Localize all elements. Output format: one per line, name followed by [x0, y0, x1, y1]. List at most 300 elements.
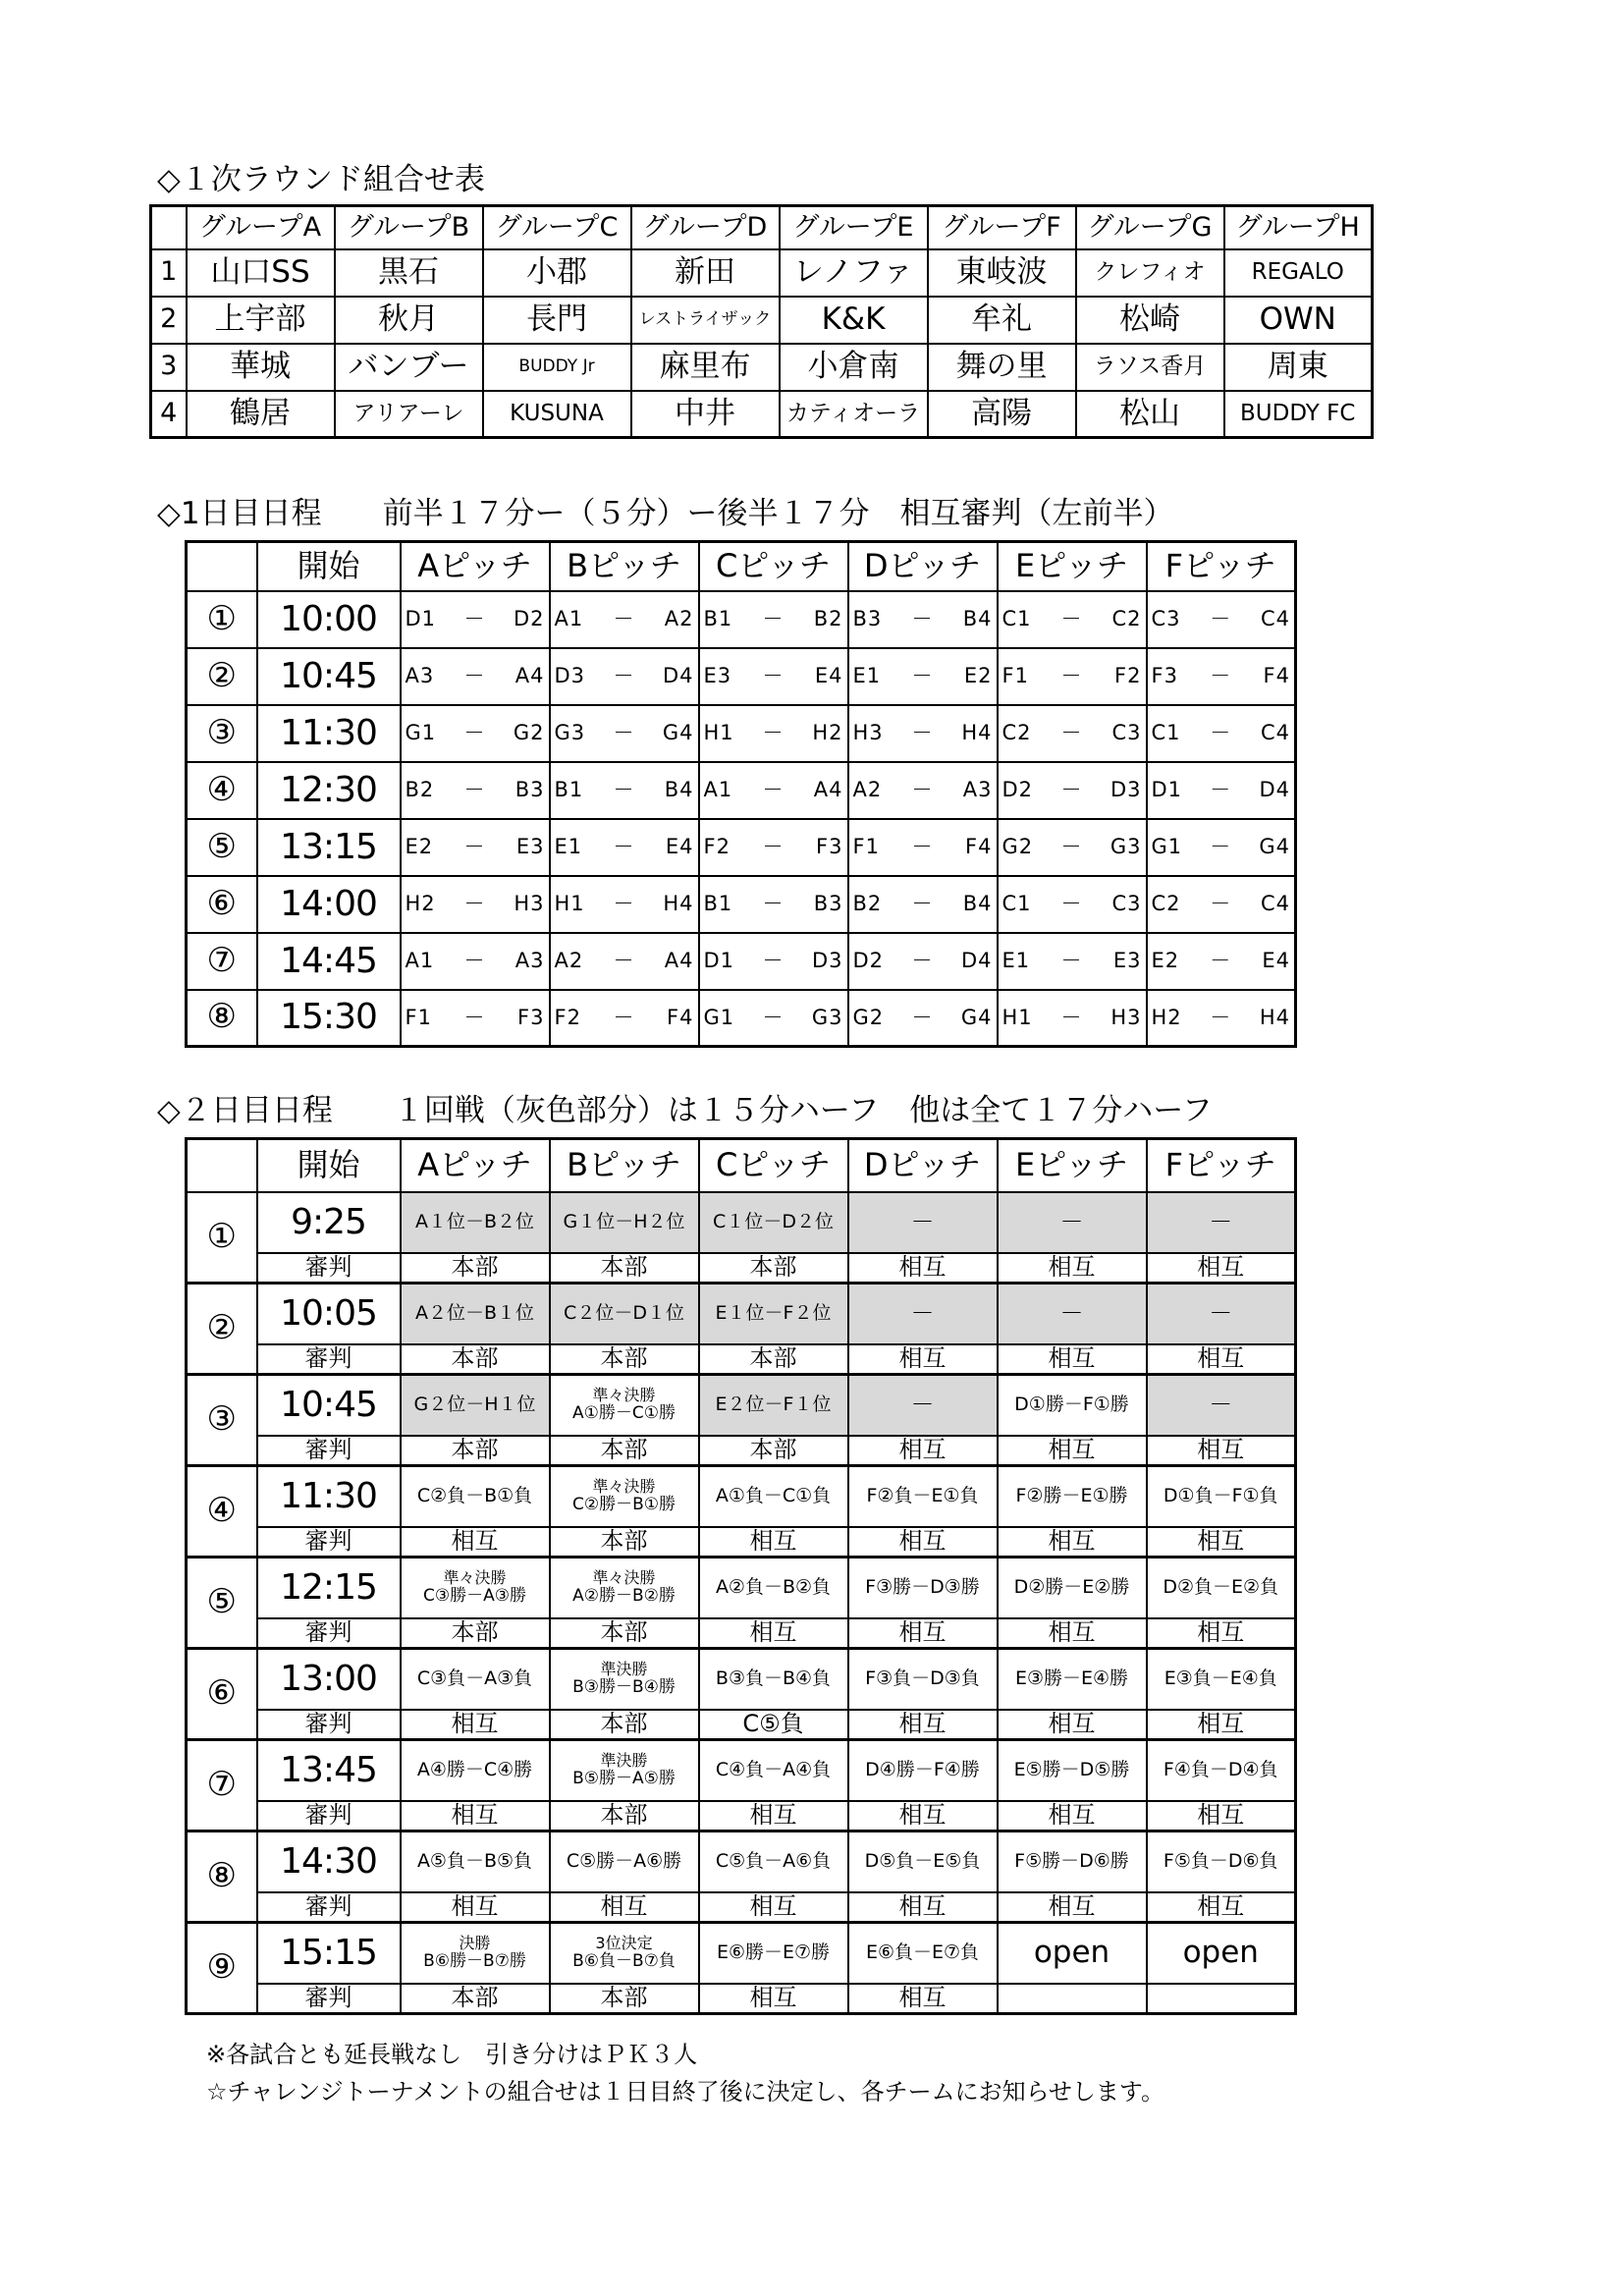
match-cell — [550, 1374, 699, 1436]
group-header: グループC — [483, 206, 631, 249]
match-text: A④勝－C④勝 — [416, 1758, 533, 1780]
start-header: 開始 — [257, 542, 401, 591]
match-cell — [401, 1831, 550, 1892]
vs-dash: － — [613, 892, 635, 916]
match-cell — [401, 762, 550, 819]
vs-dash: － — [911, 607, 934, 631]
group-header: グループE — [780, 206, 928, 249]
match-cell — [1147, 819, 1296, 876]
team-name: 舞の里 — [928, 344, 1076, 391]
home-slot: F2 — [554, 1006, 581, 1030]
away-slot: D4 — [1259, 778, 1290, 802]
referee-cell: 相互 — [699, 1527, 848, 1558]
match-text: E⑥勝－E⑦勝 — [716, 1941, 831, 1963]
match-cell — [848, 762, 998, 819]
team-name: 松山 — [1076, 391, 1224, 438]
match-cell — [848, 648, 998, 705]
referee-cell: 相互 — [1147, 1436, 1296, 1466]
vs-dash: － — [463, 664, 486, 688]
match-cell — [699, 591, 848, 648]
match-cell — [401, 990, 550, 1047]
home-slot: D3 — [554, 664, 586, 688]
referee-cell: 相互 — [401, 1801, 550, 1831]
match-cell — [699, 819, 848, 876]
home-slot: E3 — [703, 664, 732, 688]
home-slot: F1 — [852, 835, 880, 859]
referee-cell: 本部 — [401, 1436, 550, 1466]
referee-cell: 相互 — [699, 1984, 848, 2014]
referee-cell: 相互 — [1147, 1527, 1296, 1558]
match-text: open — [1182, 1935, 1259, 1971]
referee-cell: 相互 — [848, 1344, 998, 1375]
referee-cell: 本部 — [550, 1984, 699, 2014]
match-cell — [1147, 705, 1296, 762]
home-slot: E1 — [852, 664, 882, 688]
vs-dash: － — [613, 1006, 635, 1030]
home-slot: H1 — [1001, 1006, 1033, 1030]
referee-cell: 本部 — [699, 1436, 848, 1466]
referee-cell: C⑤負 — [699, 1710, 848, 1740]
away-slot: E3 — [1112, 949, 1142, 973]
match-cell — [699, 762, 848, 819]
match-cell — [998, 819, 1147, 876]
home-slot: B1 — [703, 607, 733, 631]
match-cell — [550, 933, 699, 990]
match-cell — [550, 648, 699, 705]
away-slot: F4 — [965, 835, 993, 859]
away-slot: C4 — [1260, 892, 1290, 916]
referee-cell: 本部 — [550, 1436, 699, 1466]
vs-dash: － — [762, 664, 785, 688]
referee-cell: 本部 — [550, 1710, 699, 1740]
vs-dash: － — [1210, 721, 1232, 745]
start-time: 14:45 — [257, 933, 401, 990]
match-cell — [1147, 1739, 1296, 1801]
start-time: 13:00 — [257, 1648, 401, 1710]
match-round-number: ④ — [187, 1465, 257, 1557]
match-text: D②負－E②負 — [1163, 1575, 1279, 1598]
away-slot: A3 — [962, 778, 993, 802]
referee-cell: 相互 — [401, 1892, 550, 1923]
match-cell — [1147, 591, 1296, 648]
vs-dash: － — [613, 778, 635, 802]
away-slot: A3 — [514, 949, 545, 973]
referee-cell: 相互 — [699, 1892, 848, 1923]
start-time: 10:45 — [257, 1374, 401, 1436]
away-slot: A4 — [664, 949, 694, 973]
away-slot: A2 — [664, 607, 694, 631]
referee-cell: 相互 — [1147, 1253, 1296, 1284]
match-cell — [401, 1192, 550, 1253]
match-cell — [699, 1283, 848, 1344]
corner-cell — [151, 206, 187, 249]
match-text: A①勝－C①勝 — [572, 1402, 676, 1423]
team-name: レノファ — [780, 249, 928, 297]
vs-dash: － — [762, 778, 785, 802]
match-round-number: ④ — [187, 762, 257, 819]
away-slot: B4 — [664, 778, 694, 802]
vs-dash: － — [1210, 892, 1232, 916]
away-slot: G4 — [960, 1006, 993, 1030]
referee-label: 審判 — [257, 1892, 401, 1923]
home-slot: C1 — [1001, 607, 1032, 631]
home-slot: G1 — [1151, 835, 1183, 859]
match-text: C②負－B①負 — [416, 1484, 533, 1506]
vs-dash: － — [613, 607, 635, 631]
start-time: 13:45 — [257, 1739, 401, 1801]
match-text: A①負－C①負 — [715, 1484, 832, 1506]
match-cell — [1147, 933, 1296, 990]
vs-dash: － — [911, 1006, 934, 1030]
match-round-number: ⑧ — [187, 1831, 257, 1922]
referee-cell: 相互 — [998, 1618, 1147, 1649]
match-text: C２位－D１位 — [564, 1301, 684, 1324]
match-cell — [998, 591, 1147, 648]
match-cell — [998, 1648, 1147, 1710]
pitch-header: Bピッチ — [550, 542, 699, 591]
vs-dash: － — [762, 949, 785, 973]
home-slot: H2 — [405, 892, 436, 916]
team-name: 麻里布 — [631, 344, 780, 391]
team-name: 黒石 — [335, 249, 483, 297]
vs-dash: － — [762, 1006, 785, 1030]
note-no-extra-time: ※各試合とも延長戦なし 引き分けはＰＫ３人 — [206, 2041, 698, 2068]
start-time: 11:30 — [257, 1465, 401, 1527]
team-name: バンブー — [335, 344, 483, 391]
match-cell — [401, 819, 550, 876]
match-text: － — [1059, 1207, 1084, 1235]
group-slot-number: 1 — [151, 249, 187, 297]
match-cell — [848, 1374, 998, 1436]
vs-dash: － — [1210, 778, 1232, 802]
away-slot: E3 — [515, 835, 545, 859]
home-slot: H3 — [852, 721, 884, 745]
match-cell — [848, 1739, 998, 1801]
match-cell — [1147, 648, 1296, 705]
team-name: 上宇部 — [187, 297, 335, 344]
pitch-header: Fピッチ — [1147, 1139, 1296, 1192]
referee-cell: 本部 — [550, 1253, 699, 1284]
vs-dash: － — [463, 778, 486, 802]
match-cell — [699, 1831, 848, 1892]
home-slot: E2 — [405, 835, 434, 859]
vs-dash: － — [1210, 607, 1232, 631]
start-time: 11:30 — [257, 705, 401, 762]
match-round-number: ⑥ — [187, 876, 257, 933]
match-cell — [699, 1739, 848, 1801]
pitch-header: Aピッチ — [401, 542, 550, 591]
away-slot: D4 — [960, 949, 993, 973]
away-slot: A4 — [813, 778, 843, 802]
match-cell — [550, 1465, 699, 1527]
match-text: F④負－D④負 — [1163, 1758, 1278, 1780]
match-cell — [848, 1922, 998, 1984]
match-cell — [848, 1557, 998, 1618]
group-header: グループF — [928, 206, 1076, 249]
home-slot: F1 — [1001, 664, 1029, 688]
home-slot: A3 — [405, 664, 435, 688]
away-slot: D3 — [811, 949, 843, 973]
match-text: － — [1059, 1298, 1084, 1327]
match-cell — [550, 1557, 699, 1618]
match-round-number: ⑥ — [187, 1648, 257, 1739]
away-slot: H2 — [812, 721, 843, 745]
match-cell — [699, 990, 848, 1047]
vs-dash: － — [1210, 664, 1232, 688]
vs-dash: － — [911, 835, 934, 859]
match-text: E③負－E④負 — [1164, 1667, 1277, 1689]
match-cell — [401, 1922, 550, 1984]
away-slot: G3 — [1110, 835, 1142, 859]
start-time: 15:30 — [257, 990, 401, 1047]
match-text: B⑤勝－A⑤勝 — [572, 1768, 676, 1788]
vs-dash: － — [463, 949, 486, 973]
home-slot: F1 — [405, 1006, 432, 1030]
away-slot: F3 — [517, 1006, 545, 1030]
referee-label: 審判 — [257, 1801, 401, 1831]
home-slot: E1 — [554, 835, 583, 859]
home-slot: D1 — [405, 607, 437, 631]
away-slot: G2 — [513, 721, 545, 745]
day2-title: ◇２日目日程 １回戦（灰色部分）は１５分ハーフ 他は全て１７分ハーフ — [157, 1093, 1213, 1128]
day2-schedule-table — [185, 1137, 1297, 2015]
home-slot: D1 — [703, 949, 735, 973]
match-round-number: ⑧ — [187, 990, 257, 1047]
match-cell — [401, 1557, 550, 1618]
match-cell — [550, 762, 699, 819]
start-time: 13:15 — [257, 819, 401, 876]
referee-cell: 相互 — [848, 1527, 998, 1558]
referee-cell: 相互 — [848, 1801, 998, 1831]
group-header: グループB — [335, 206, 483, 249]
team-name: BUDDY Jr — [483, 344, 631, 391]
match-stage-label: 準決勝 — [600, 1659, 648, 1678]
start-time: 12:30 — [257, 762, 401, 819]
match-text: F②勝－E①勝 — [1015, 1484, 1128, 1506]
vs-dash: － — [911, 721, 934, 745]
vs-dash: － — [1210, 1006, 1232, 1030]
match-cell — [401, 1465, 550, 1527]
match-text: C１位－D２位 — [713, 1210, 834, 1232]
pitch-header: Dピッチ — [848, 542, 998, 591]
team-name: ラソス香月 — [1076, 344, 1224, 391]
away-slot: H4 — [961, 721, 993, 745]
pitch-header: Cピッチ — [699, 542, 848, 591]
vs-dash: － — [911, 949, 934, 973]
referee-cell: 相互 — [998, 1344, 1147, 1375]
referee-cell: 相互 — [1147, 1618, 1296, 1649]
pitch-header: Dピッチ — [848, 1139, 998, 1192]
match-text: － — [910, 1207, 935, 1235]
match-text: B③負－B④負 — [715, 1667, 832, 1689]
vs-dash: － — [463, 835, 486, 859]
referee-cell: 本部 — [550, 1344, 699, 1375]
home-slot: A2 — [852, 778, 883, 802]
away-slot: H4 — [1259, 1006, 1290, 1030]
away-slot: C3 — [1111, 892, 1142, 916]
team-name: 周東 — [1224, 344, 1373, 391]
match-cell — [848, 1465, 998, 1527]
away-slot: D2 — [513, 607, 545, 631]
match-cell — [1147, 1283, 1296, 1344]
referee-cell: 相互 — [848, 1710, 998, 1740]
away-slot: C3 — [1111, 721, 1142, 745]
home-slot: D2 — [852, 949, 885, 973]
match-text: E⑤勝－D⑤勝 — [1013, 1758, 1130, 1780]
match-cell — [848, 819, 998, 876]
match-stage-label: 準々決勝 — [443, 1567, 507, 1587]
start-time: 14:30 — [257, 1831, 401, 1892]
match-cell — [998, 1283, 1147, 1344]
home-slot: G1 — [405, 721, 437, 745]
match-text: C③勝－A③勝 — [423, 1585, 526, 1606]
match-stage-label: 準々決勝 — [592, 1385, 656, 1404]
match-cell — [998, 762, 1147, 819]
away-slot: C2 — [1111, 607, 1142, 631]
home-slot: C1 — [1151, 721, 1181, 745]
vs-dash: － — [1210, 949, 1232, 973]
round1-groups-table — [149, 204, 1374, 439]
referee-label: 審判 — [257, 1618, 401, 1649]
team-name: 東岐波 — [928, 249, 1076, 297]
match-text: － — [910, 1390, 935, 1418]
referee-cell: 相互 — [998, 1892, 1147, 1923]
away-slot: E4 — [1262, 949, 1290, 973]
match-cell — [1147, 1648, 1296, 1710]
match-cell — [1147, 1557, 1296, 1618]
home-slot: A2 — [554, 949, 584, 973]
away-slot: E4 — [665, 835, 694, 859]
referee-cell: 相互 — [998, 1801, 1147, 1831]
team-name: 小郡 — [483, 249, 631, 297]
away-slot: D4 — [662, 664, 694, 688]
home-slot: A1 — [703, 778, 733, 802]
referee-cell: 相互 — [998, 1436, 1147, 1466]
away-slot: C4 — [1260, 721, 1290, 745]
referee-cell: 相互 — [699, 1801, 848, 1831]
away-slot: B2 — [813, 607, 843, 631]
match-cell — [550, 705, 699, 762]
match-cell — [848, 933, 998, 990]
away-slot: F3 — [816, 835, 843, 859]
away-slot: B3 — [813, 892, 843, 916]
note-challenge-tournament: ☆チャレンジトーナメントの組合せは１日目終了後に決定し、各チームにお知らせします。 — [206, 2078, 1164, 2105]
home-slot: C3 — [1151, 607, 1181, 631]
referee-label: 審判 — [257, 1984, 401, 2014]
match-round-number: ② — [187, 648, 257, 705]
away-slot: G3 — [811, 1006, 843, 1030]
away-slot: G4 — [1259, 835, 1290, 859]
match-text: E③勝－E④勝 — [1014, 1667, 1129, 1689]
match-cell — [699, 1557, 848, 1618]
away-slot: D3 — [1110, 778, 1142, 802]
group-slot-number: 4 — [151, 391, 187, 438]
match-stage-label: 決勝 — [459, 1933, 491, 1952]
match-cell — [1147, 990, 1296, 1047]
match-cell — [699, 705, 848, 762]
match-cell — [699, 1922, 848, 1984]
match-text: － — [1209, 1390, 1233, 1418]
start-time: 14:00 — [257, 876, 401, 933]
match-round-number: ⑦ — [187, 1739, 257, 1831]
match-cell — [998, 990, 1147, 1047]
home-slot: C1 — [1001, 892, 1032, 916]
referee-cell: 本部 — [401, 1253, 550, 1284]
match-cell — [550, 819, 699, 876]
start-time: 10:05 — [257, 1283, 401, 1344]
match-round-number: ① — [187, 591, 257, 648]
home-slot: G3 — [554, 721, 586, 745]
vs-dash: － — [613, 664, 635, 688]
match-text: C⑤勝－A⑥勝 — [566, 1849, 682, 1872]
referee-cell: 相互 — [998, 1527, 1147, 1558]
match-cell — [998, 1374, 1147, 1436]
vs-dash: － — [1060, 835, 1083, 859]
match-text: C③負－A③負 — [416, 1667, 533, 1689]
team-name: 秋月 — [335, 297, 483, 344]
match-cell — [401, 933, 550, 990]
start-header: 開始 — [257, 1139, 401, 1192]
vs-dash: － — [762, 892, 785, 916]
team-name: 山口SS — [187, 249, 335, 297]
away-slot: F4 — [1263, 664, 1290, 688]
group-header: グループA — [187, 206, 335, 249]
match-cell — [998, 1831, 1147, 1892]
referee-cell: 相互 — [848, 1253, 998, 1284]
vs-dash: － — [613, 835, 635, 859]
pitch-header: Bピッチ — [550, 1139, 699, 1192]
team-name: 鶴居 — [187, 391, 335, 438]
home-slot: H1 — [703, 721, 734, 745]
pitch-header: Fピッチ — [1147, 542, 1296, 591]
match-cell — [401, 1739, 550, 1801]
match-cell — [550, 876, 699, 933]
pitch-header: Aピッチ — [401, 1139, 550, 1192]
match-round-number: ① — [187, 1192, 257, 1284]
match-cell — [848, 1283, 998, 1344]
referee-cell: 相互 — [848, 1984, 998, 2014]
group-header: グループG — [1076, 206, 1224, 249]
match-cell — [699, 876, 848, 933]
away-slot: H4 — [663, 892, 694, 916]
match-cell — [998, 1557, 1147, 1618]
referee-cell: 本部 — [699, 1253, 848, 1284]
match-round-number: ⑤ — [187, 1557, 257, 1648]
match-cell — [550, 1192, 699, 1253]
match-cell — [1147, 1374, 1296, 1436]
referee-cell — [1147, 1984, 1296, 2014]
away-slot: E2 — [963, 664, 993, 688]
match-text: open — [1033, 1935, 1110, 1971]
match-text: B③勝－B④勝 — [572, 1676, 676, 1697]
team-name: 牟礼 — [928, 297, 1076, 344]
match-cell — [550, 990, 699, 1047]
away-slot: G4 — [662, 721, 694, 745]
referee-cell: 本部 — [401, 1618, 550, 1649]
home-slot: A1 — [405, 949, 435, 973]
group-header: グループD — [631, 206, 780, 249]
vs-dash: － — [1210, 835, 1232, 859]
home-slot: B2 — [852, 892, 883, 916]
match-cell — [699, 933, 848, 990]
home-slot: E1 — [1001, 949, 1031, 973]
group-slot-number: 3 — [151, 344, 187, 391]
match-cell — [550, 1283, 699, 1344]
home-slot: H2 — [1151, 1006, 1182, 1030]
vs-dash: － — [1060, 778, 1083, 802]
match-cell — [550, 1648, 699, 1710]
home-slot: B1 — [554, 778, 584, 802]
